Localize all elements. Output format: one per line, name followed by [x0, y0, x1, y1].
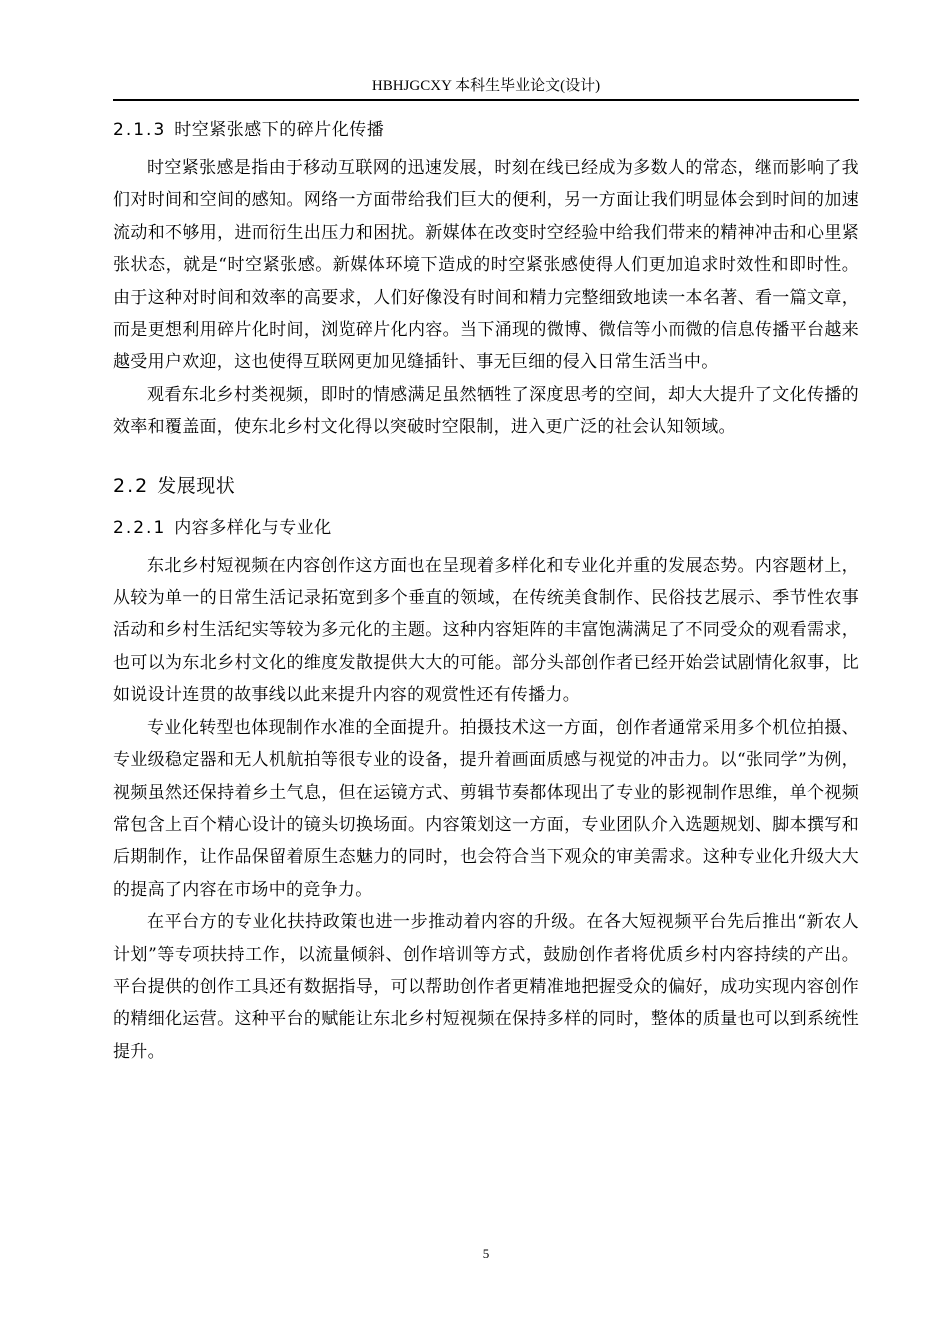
paragraph: 在平台方的专业化扶持政策也进一步推动着内容的升级。在各大短视频平台先后推出“新农人计划”等专项扶持工作，以流量倾斜、创作培训等方式，鼓励创作者将优质乡村内容持续的产出。平台提供的创作工具还有数据指导，可以帮助创作者更精准地把握受众的偏好，成功实现内容创作的精细化运营。这种平台的赋能让东北乡村短视频在保持多样的同时，整体的质量也可以到系统性提升。	[113, 912, 859, 1062]
section-heading-2-1-3	[113, 114, 859, 146]
section-title: 内容多样化与专业化	[174, 517, 332, 538]
header-rule	[113, 99, 859, 101]
paragraph: 专业化转型也体现制作水准的全面提升。拍摄技术这一方面，创作者通常采用多个机位拍摄、专业级稳定器和无人机航拍等很专业的设备，提升着画面质感与视觉的冲击力。以“张同学”为例，视频虽然还保持着乡土气息，但在运镜方式、剪辑节奏都体现出了专业的影视制作思维，单个视频常包含上百个精心设计的镜头切换场面。内容策划这一方面，专业团队介入选题规划、脚本撰写和后期制作，让作品保留着原生态魅力的同时，也会符合当下观众的审美需求。这种专业化升级大大的提高了内容在市场中的竞争力。	[113, 717, 859, 900]
page-body	[113, 114, 859, 1068]
section-title: 发展现状	[157, 474, 236, 497]
section-title: 时空紧张感下的碎片化传播	[174, 120, 385, 140]
section-number: 2.1.3	[113, 120, 167, 140]
paragraph: 观看东北乡村类视频，即时的情感满足虽然牺牲了深度思考的空间，却大大提升了文化传播的效率和覆盖面，使东北乡村文化得以突破时空限制，进入更广泛的社会认知领域。	[113, 384, 859, 438]
paragraph: 东北乡村短视频在内容创作这方面也在呈现着多样化和专业化并重的发展态势。内容题材上，从较为单一的日常生活记录拓宽到多个垂直的领域，在传统美食制作、民俗技艺展示、季节性农事活动和乡村生活纪实等较为多元化的主题。这种内容矩阵的丰富饱满满足了不同受众的观看需求，也可以为东北乡村文化的维度发散提供大大的可能。部分头部创作者已经开始尝试剧情化叙事，比如说设计连贯的故事线以此来提升内容的观赏性还有传播力。	[113, 555, 859, 706]
section-heading-2-2	[113, 470, 859, 502]
section-number: 2.2.1	[113, 517, 167, 538]
page-header: HBHJGCXY 本科生毕业论文(设计)	[371, 78, 601, 94]
paragraph: 时空紧张感是指由于移动互联网的迅速发展，时刻在线已经成为多数人的常态，继而影响了我们对时间和空间的感知。网络一方面带给我们巨大的便利，另一方面让我们明显体会到时间的加速流动和不够用，进而衍生出压力和困扰。新媒体在改变时空经验中给我们带来的精神冲击和心里紧张状态，就是“时空紧张感。新媒体环境下造成的时空紧张感使得人们更加追求时效性和即时性。由于这种对时间和效率的高要求，人们好像没有时间和精力完整细致地读一本名著、看一篇文章，而是更想利用碎片化时间，浏览碎片化内容。当下涌现的微博、微信等小而微的信息传播平台越来越受用户欢迎，这也使得互联网更加见缝插针、事无巨细的侵入日常生活当中。	[113, 158, 859, 373]
section-number: 2.2	[113, 474, 150, 497]
page-number: 5	[482, 1246, 490, 1261]
section-heading-2-2-1	[113, 512, 859, 544]
